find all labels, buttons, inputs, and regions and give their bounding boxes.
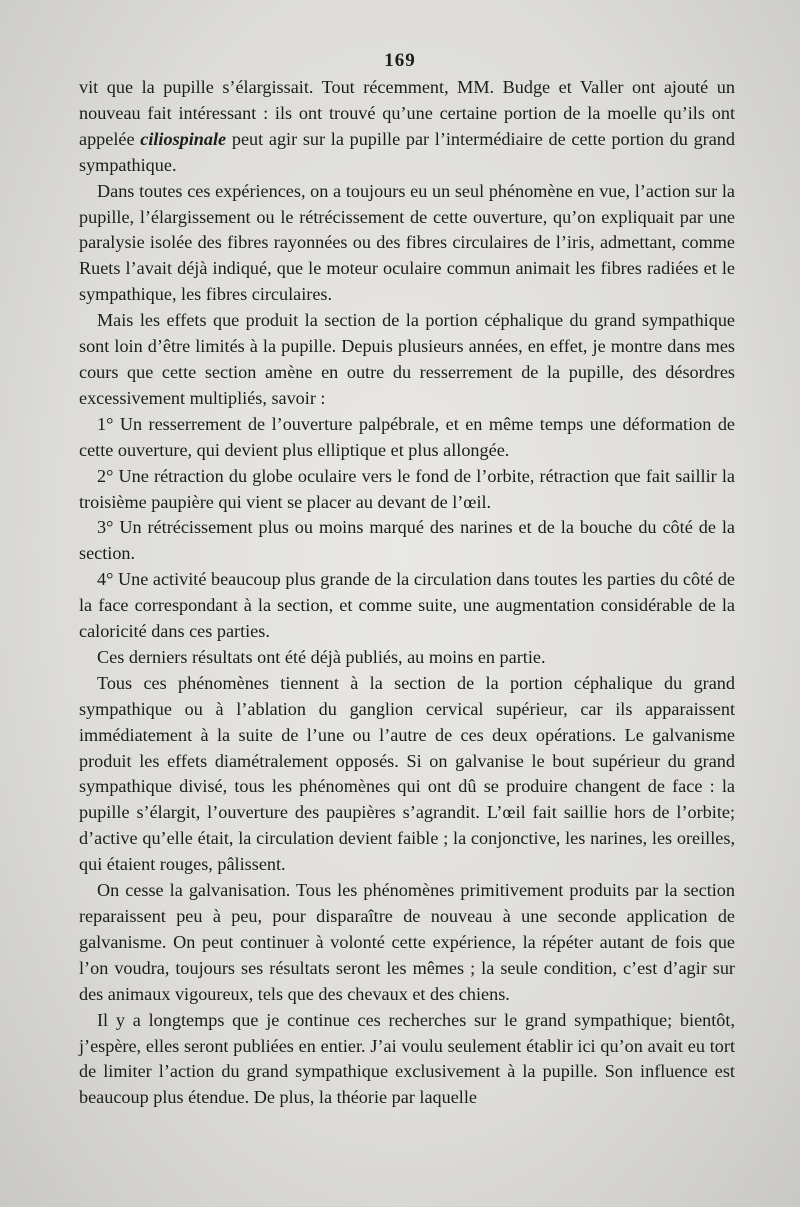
list-item: 4° Une activité beaucoup plus grande de la circulation dans toutes les parties du côté de la face correspondant à la section, et comme suite, une augmentation considérable de la caloricité dans ces parties.: [79, 569, 735, 642]
paragraph: Tous ces phénomènes tiennent à la section de la portion céphalique du grand sympathique ou à l’ablation du ganglion cervical supérieur, car ils apparaissent immédiatement à la suite de l’une ou l’autre de ces deux opérations. Le galvanisme produit les effets diamétralement opposés. Si on galvanise le bout supérieur du grand sympathique divisé, tous les phénomènes qui ont dû se produire changent de face : la pupille s’élargit, l’ouverture des paupières s’agrandit. L’œil fait saillie hors de l’orbite; d’active qu’elle était, la circulation devient faible ; la conjonctive, les narines, les oreilles, qui étaient rouges, pâlissent.: [79, 672, 735, 875]
list-item: 3° Un rétrécissement plus ou moins marqué des narines et de la bouche du côté de la section.: [79, 517, 735, 564]
page-number: 169: [384, 50, 416, 71]
paragraph: On cesse la galvanisation. Tous les phénomènes primitivement produits par la section reparaissent peu à peu, pour disparaître de nouveau à une seconde application de galvanisme. On peut continuer à volonté cette expérience, la répéter autant de fois que l’on voudra, toujours ses résultats seront les mêmes ; la seule condition, c’est d’agir sur des animaux vigoureux, tels que des chevaux et des chiens.: [79, 880, 735, 1004]
paragraph: Il y a longtemps que je continue ces recherches sur le grand sympathique; bientôt, j’espère, elles seront publiées en entier. J’ai voulu seulement établir ici qu’on avait eu tort de limiter l’action du grand sympathique exclusivement à la pupille. Son influence est beaucoup plus étendue. De plus, la théorie par laquelle: [79, 1009, 735, 1108]
paragraph: Dans toutes ces expériences, on a toujours eu un seul phénomène en vue, l’action sur la pupille, l’élargissement ou le rétrécissement de cette ouverture, qu’on expliquait par une paralysie isolée des fibres rayonnées ou des fibres circulaires de l’iris, admettant, comme Ruets l’avait déjà indiqué, que le moteur oculaire commun animait les fibres radiées et le sympathique, les fibres circulaires.: [79, 180, 735, 305]
italic-term: ciliospinale: [140, 128, 227, 149]
paragraph: Mais les effets que produit la section de la portion céphalique du grand sympathique sont loin d’être limités à la pupille. Depuis plusieurs années, en effet, je montre dans mes cours que cette section amène en outre du resserrement de la pupille, des désordres excessivement multipliés, savoir :: [79, 310, 735, 408]
body-text: [79, 75, 735, 1111]
list-item: 1° Un resserrement de l’ouverture palpébrale, et en même temps une déformation de cette ouverture, qui devient plus elliptique et plus allongée.: [79, 413, 735, 460]
list-item: 2° Une rétraction du globe oculaire vers le fond de l’orbite, rétraction que fait saillir la troisième paupière qui vient se placer au devant de l’œil.: [79, 465, 735, 512]
paragraph: Ces derniers résultats ont été déjà publiés, au moins en partie.: [97, 646, 546, 667]
paragraph: vit que la pupille s’élargissait. Tout récemment, MM. Budge et Valler ont ajouté un nouveau fait intéressant : ils ont trouvé qu’une certaine portion de la moelle qu’ils ont appelée ciliospinale peut agir sur la pupille par l’intermédiaire de cette portion du grand sympathique.: [79, 77, 735, 175]
